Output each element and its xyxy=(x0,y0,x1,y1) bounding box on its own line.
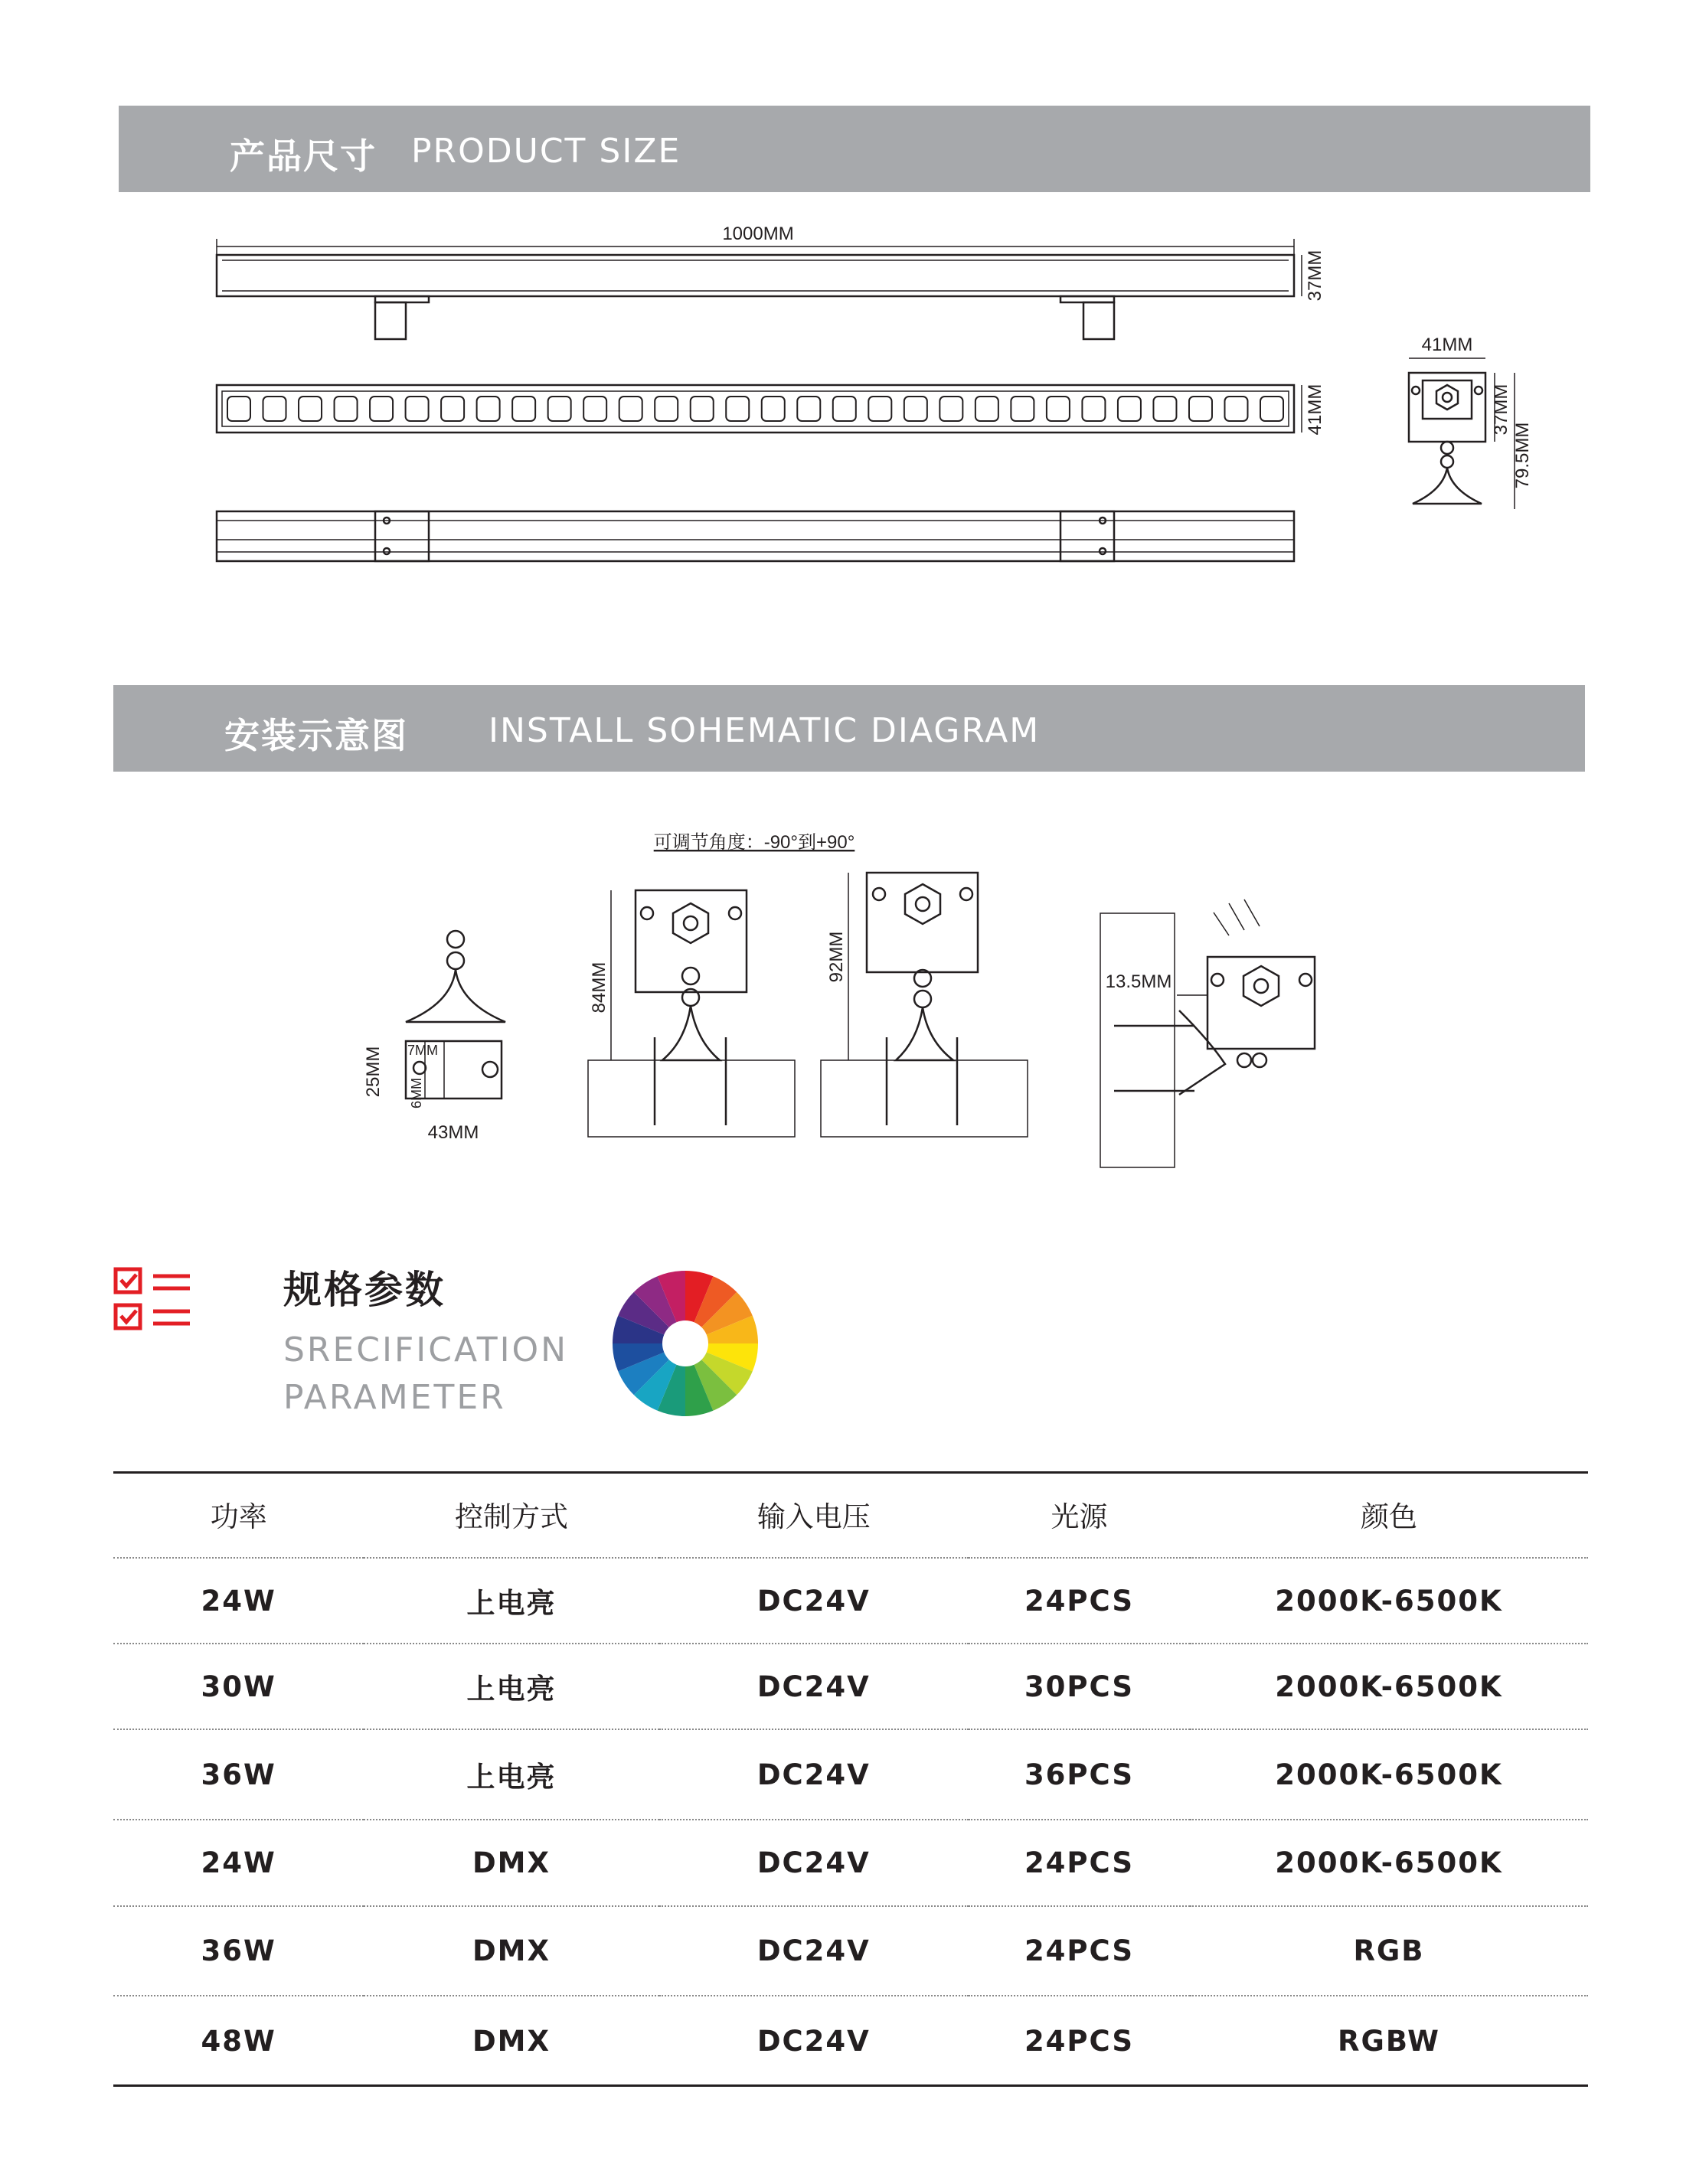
led-chip xyxy=(833,397,856,421)
cell-control: DMX xyxy=(364,1820,658,1906)
table-bottom-rule xyxy=(113,2084,1588,2087)
header-color: 颜色 xyxy=(1190,1471,1588,1558)
cell-control: 上电亮 xyxy=(364,1644,658,1729)
led-chip xyxy=(726,397,749,421)
led-chip xyxy=(1189,397,1212,421)
table-row xyxy=(113,1820,1588,1906)
install-title-cn: 安装示意图 xyxy=(224,715,408,756)
spec-table xyxy=(113,1471,1588,2086)
color-wheel-icon xyxy=(609,1267,762,1420)
led-chip xyxy=(868,397,891,421)
install-diagram xyxy=(0,796,1696,1194)
cell-color: 2000K-6500K xyxy=(1190,1729,1588,1820)
cell-light-source: 24PCS xyxy=(969,1820,1190,1906)
cell-voltage: DC24V xyxy=(659,1820,969,1906)
led-chip xyxy=(477,397,500,421)
cell-power: 36W xyxy=(113,1729,364,1820)
dim-height: 37MM xyxy=(1305,250,1325,302)
led-chip xyxy=(762,397,785,421)
cell-voltage: DC24V xyxy=(659,1558,969,1644)
header-control: 控制方式 xyxy=(364,1471,658,1558)
angle-note: 可调节角度：-90°到+90° xyxy=(653,832,855,853)
dim-width: 41MM xyxy=(1305,384,1325,436)
header-power: 功率 xyxy=(113,1471,364,1558)
led-chip xyxy=(1153,397,1176,421)
cell-color: 2000K-6500K xyxy=(1190,1558,1588,1644)
dim-bracket-edge: 6MM xyxy=(409,1078,424,1108)
led-chip xyxy=(939,397,962,421)
install-title-en: INSTALL SOHEMATIC DIAGRAM xyxy=(489,711,1041,750)
product-size-drawing xyxy=(0,0,1696,628)
led-chip xyxy=(299,397,322,421)
cell-voltage: DC24V xyxy=(659,1906,969,1996)
led-chip xyxy=(441,397,464,421)
led-chip xyxy=(227,397,250,421)
led-chip xyxy=(548,397,571,421)
dim-length: 1000MM xyxy=(722,224,794,244)
led-chip xyxy=(1082,397,1105,421)
led-chip xyxy=(904,397,927,421)
cell-power: 30W xyxy=(113,1644,364,1729)
led-chip xyxy=(691,397,714,421)
table-row xyxy=(113,1996,1588,2086)
spec-title-en-line1: SRECIFICATION xyxy=(283,1330,569,1369)
cell-power: 24W xyxy=(113,1558,364,1644)
cell-light-source: 24PCS xyxy=(969,1558,1190,1644)
table-row xyxy=(113,1558,1588,1644)
cell-light-source: 30PCS xyxy=(969,1644,1190,1729)
header-light-source: 光源 xyxy=(969,1471,1190,1558)
led-chip xyxy=(1224,397,1247,421)
cell-power: 24W xyxy=(113,1820,364,1906)
cell-voltage: DC24V xyxy=(659,1644,969,1729)
led-chip xyxy=(1011,397,1034,421)
cell-color: 2000K-6500K xyxy=(1190,1820,1588,1906)
cell-voltage: DC24V xyxy=(757,2025,871,2058)
cell-light-source: 24PCS xyxy=(1024,2025,1135,2058)
checklist-icon xyxy=(113,1267,194,1336)
led-chip xyxy=(370,397,393,421)
cell-light-source: 24PCS xyxy=(969,1906,1190,1996)
led-chip xyxy=(619,397,642,421)
led-chip xyxy=(975,397,998,421)
cell-control: DMX xyxy=(472,2025,551,2058)
led-chip xyxy=(583,397,606,421)
cell-control: DMX xyxy=(364,1906,658,1996)
product-size-title-cn: 产品尺寸 xyxy=(230,135,377,177)
spec-title-cn: 规格参数 xyxy=(283,1268,446,1312)
led-chip xyxy=(406,397,429,421)
dim-bracket-hole: 7MM xyxy=(407,1043,438,1058)
led-chip xyxy=(1260,397,1283,421)
dim-install-h1: 84MM xyxy=(589,961,609,1014)
cell-color: 2000K-6500K xyxy=(1190,1644,1588,1729)
cell-voltage: DC24V xyxy=(659,1729,969,1820)
cell-color: RGBW xyxy=(1338,2025,1440,2058)
led-chip xyxy=(512,397,535,421)
led-chip xyxy=(655,397,678,421)
table-row xyxy=(113,1906,1588,1996)
install-band xyxy=(113,685,1585,772)
cell-power: 48W xyxy=(201,2025,276,2058)
cell-light-source: 36PCS xyxy=(969,1729,1190,1820)
spec-title-en-line2: PARAMETER xyxy=(283,1378,506,1417)
cell-control: 上电亮 xyxy=(364,1729,658,1820)
led-chip xyxy=(1047,397,1070,421)
dim-side-width: 41MM xyxy=(1421,335,1473,355)
cell-color: RGB xyxy=(1190,1906,1588,1996)
dim-bracket-w: 43MM xyxy=(427,1122,479,1143)
dim-side-total: 79.5MM xyxy=(1512,422,1533,489)
table-header-row xyxy=(113,1471,1588,1558)
product-size-title-en: PRODUCT SIZE xyxy=(411,132,681,171)
dim-bracket-h: 25MM xyxy=(363,1046,384,1098)
led-chip xyxy=(263,397,286,421)
dim-wall-gap: 13.5MM xyxy=(1105,971,1172,992)
led-chip xyxy=(335,397,358,421)
led-chip xyxy=(1118,397,1141,421)
table-row xyxy=(113,1644,1588,1729)
table-row xyxy=(113,1729,1588,1820)
cell-power: 36W xyxy=(113,1906,364,1996)
header-voltage: 输入电压 xyxy=(659,1471,969,1558)
led-chip xyxy=(797,397,820,421)
cell-control: 上电亮 xyxy=(364,1558,658,1644)
dim-side-height: 37MM xyxy=(1491,384,1511,436)
dim-install-h2: 92MM xyxy=(826,931,847,983)
